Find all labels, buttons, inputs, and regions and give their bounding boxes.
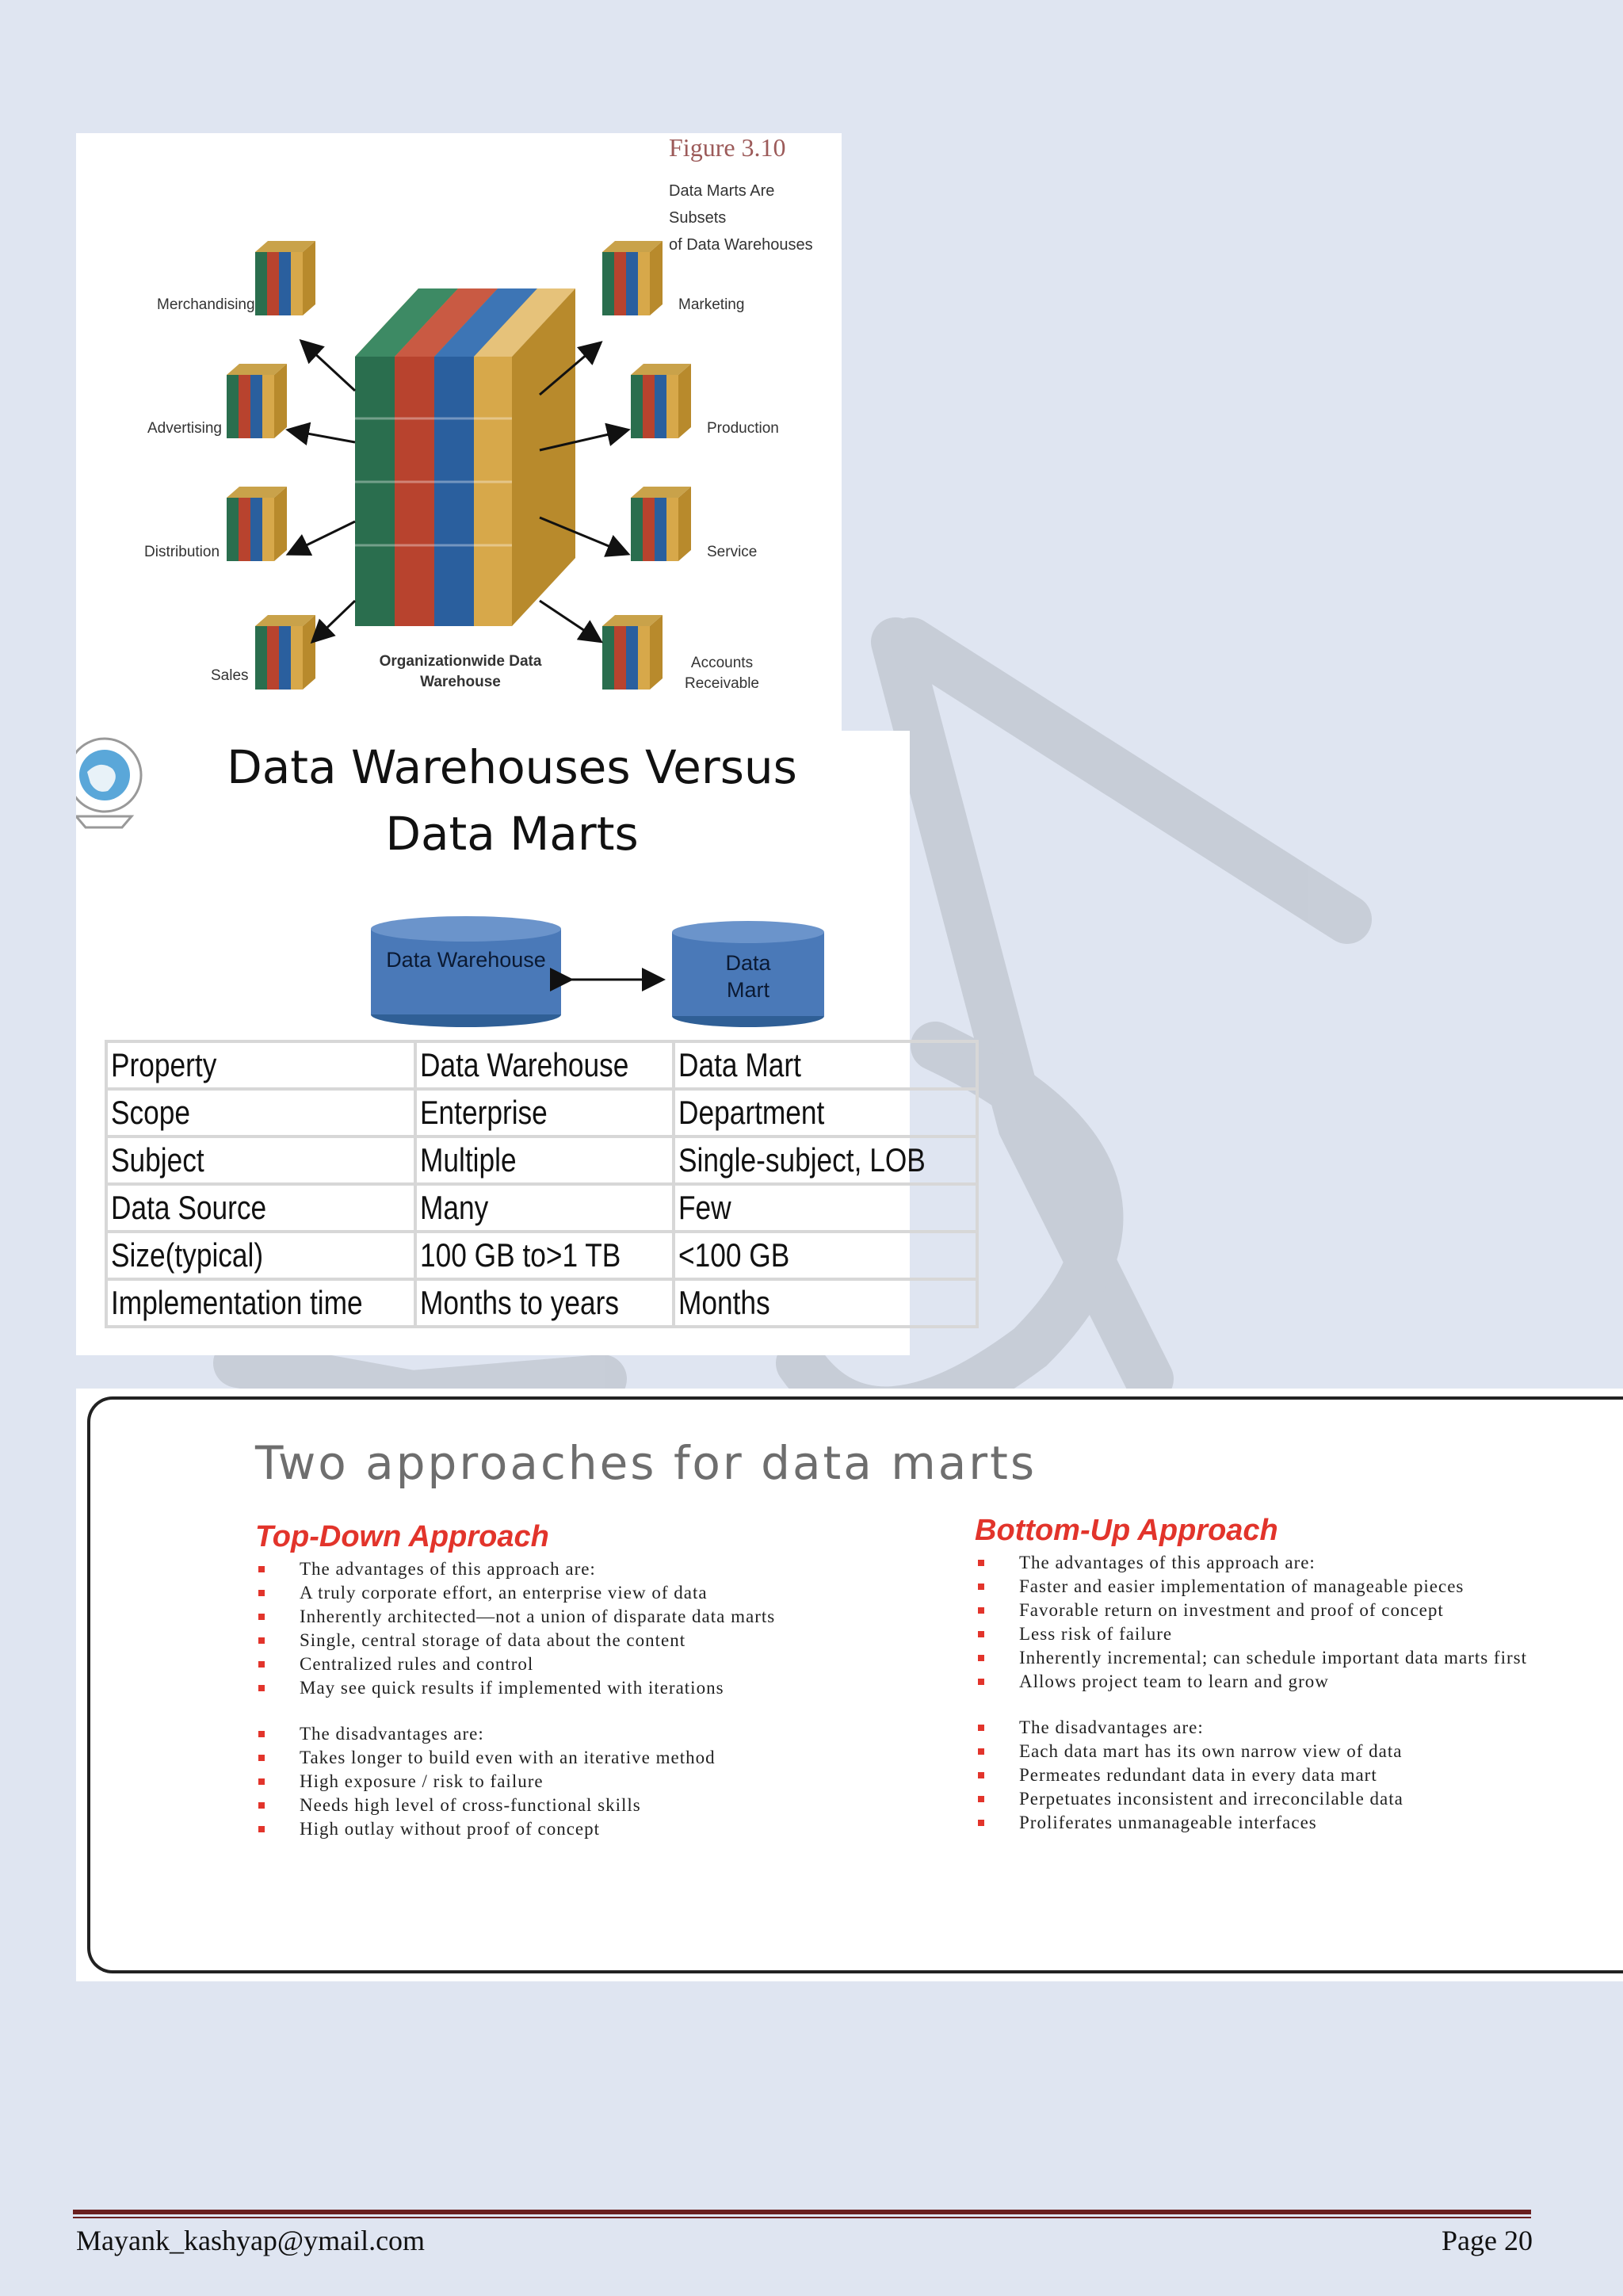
table-cell: [106, 1137, 415, 1184]
comparison-table: [105, 1040, 979, 1328]
bottom-up-list: [975, 1553, 1601, 1837]
table-cell-text: Implementation time: [111, 1284, 363, 1321]
page-number: Page 20: [1442, 2225, 1533, 2256]
table-cell-text: Months: [678, 1284, 770, 1321]
list-item: [255, 1631, 881, 1650]
table-cell: [415, 1184, 674, 1232]
footer-rule-thin: [73, 2217, 1531, 2218]
list-item: [255, 1607, 881, 1626]
list-item: [975, 1790, 1601, 1809]
table-header-cell: [674, 1041, 977, 1089]
list-item: [975, 1625, 1601, 1644]
list-item-text: Perpetuates inconsistent and irreconcilable data: [1019, 1789, 1403, 1809]
bullet-icon: [978, 1655, 984, 1661]
warehouse-cube: [355, 288, 575, 626]
bullet-icon: [258, 1802, 265, 1809]
footer-email: Mayank_kashyap@ymail.com: [76, 2225, 426, 2256]
list-item-text: The advantages of this approach are:: [1019, 1553, 1316, 1572]
figure-subtitle: Data Marts Are Subsets of Data Warehouses: [669, 182, 813, 254]
slide-title: Data Warehouses Versus Data Marts: [227, 740, 797, 861]
table-row: [106, 1184, 977, 1232]
list-item-text: Each data mart has its own narrow view of data: [1019, 1741, 1403, 1761]
top-down-heading: Top-Down Approach: [255, 1520, 549, 1553]
bullet-icon: [258, 1614, 265, 1620]
data-mart-figure: [76, 133, 842, 732]
institute-seal-logo: [76, 728, 155, 831]
table-cell: [415, 1137, 674, 1184]
bullet-icon: [978, 1748, 984, 1755]
bullet-icon: [978, 1725, 984, 1731]
bottom-up-heading: Bottom-Up Approach: [975, 1514, 1278, 1547]
list-item: [255, 1772, 881, 1791]
table-cell-text: Single-subject, LOB: [678, 1141, 926, 1179]
table-cell: [674, 1184, 977, 1232]
table-header-cell: [415, 1041, 674, 1089]
list-item: [975, 1601, 1601, 1620]
list-item-text: Takes longer to build even with an iterative method: [300, 1748, 716, 1767]
bullet-icon: [258, 1755, 265, 1761]
list-item-text: Allows project team to learn and grow: [1019, 1671, 1329, 1691]
list-item-text: Less risk of failure: [1019, 1624, 1173, 1644]
list-item-text: Centralized rules and control: [300, 1654, 534, 1674]
list-item-text: Proliferates unmanageable interfaces: [1019, 1813, 1317, 1832]
list-item-text: Needs high level of cross-functional skills: [300, 1795, 641, 1815]
list-item-text: The disadvantages are:: [300, 1724, 484, 1744]
top-down-list: [255, 1560, 881, 1843]
list-item: [255, 1796, 881, 1815]
table-cell: [415, 1089, 674, 1137]
table-cell: [106, 1184, 415, 1232]
table-cell: [106, 1089, 415, 1137]
bullet-icon: [258, 1637, 265, 1644]
bullet-icon: [258, 1685, 265, 1691]
list-item: [255, 1584, 881, 1603]
table-cell-text: Data Source: [111, 1189, 267, 1226]
table-cell-text: 100 GB to>1 TB: [420, 1236, 621, 1274]
table-cell: [674, 1089, 977, 1137]
bullet-icon: [978, 1820, 984, 1826]
table-cell-text: Months to years: [420, 1284, 620, 1321]
table-row: [106, 1137, 977, 1184]
footer-rule: [73, 2210, 1531, 2214]
figure-title: Figure 3.10: [669, 133, 786, 162]
table-cell-text: Scope: [111, 1094, 191, 1131]
mart-label-merchandising: Merchandising: [157, 296, 255, 313]
approaches-title: Two approaches for data marts: [255, 1436, 1037, 1490]
mart-label-distribution: Distribution: [144, 544, 220, 560]
bullet-icon: [258, 1778, 265, 1785]
list-item: [255, 1655, 881, 1674]
table-cell-text: Enterprise: [420, 1094, 548, 1131]
table-cell-text: Size(typical): [111, 1236, 264, 1274]
list-item: [975, 1672, 1601, 1691]
list-item: [255, 1725, 881, 1744]
table-cell: [674, 1137, 977, 1184]
list-item-text: May see quick results if implemented with iterations: [300, 1678, 724, 1698]
bullet-icon: [258, 1566, 265, 1572]
bullet-icon: [978, 1796, 984, 1802]
dw-vs-dm-slide: [76, 731, 926, 1355]
warehouse-cylinder-label: Data Warehouse: [386, 948, 546, 972]
list-item: [975, 1648, 1601, 1668]
table-cell-text: Property: [111, 1046, 217, 1083]
list-item: [975, 1766, 1601, 1785]
list-item: [255, 1820, 881, 1839]
list-item: [975, 1742, 1601, 1761]
list-item: [975, 1813, 1601, 1832]
list-item-text: The disadvantages are:: [1019, 1717, 1204, 1737]
table-header-row: [106, 1041, 977, 1089]
bullet-icon: [258, 1661, 265, 1668]
table-cell-text: Subject: [111, 1141, 204, 1179]
list-gap: [255, 1702, 881, 1725]
list-item-text: A truly corporate effort, an enterprise view of data: [300, 1583, 708, 1603]
bullet-icon: [978, 1560, 984, 1566]
table-cell: [106, 1279, 415, 1327]
list-item-text: Single, central storage of data about the content: [300, 1630, 686, 1650]
mart-cylinder-label: Data Mart: [725, 951, 771, 1002]
list-item-text: Inherently incremental; can schedule important data marts first: [1019, 1648, 1527, 1668]
mart-label-sales: Sales: [211, 667, 249, 684]
list-item: [255, 1679, 881, 1698]
list-item: [255, 1748, 881, 1767]
list-item: [975, 1553, 1601, 1572]
mart-label-service: Service: [707, 544, 758, 560]
table-cell-text: Many: [420, 1189, 489, 1226]
table-cell: [674, 1232, 977, 1279]
list-item-text: High outlay without proof of concept: [300, 1819, 601, 1839]
list-item: [255, 1560, 881, 1579]
table-cell-text: <100 GB: [678, 1236, 790, 1274]
bullet-icon: [258, 1731, 265, 1737]
list-item-text: The advantages of this approach are:: [300, 1559, 596, 1579]
table-cell-text: Data Mart: [678, 1046, 801, 1083]
bullet-icon: [258, 1590, 265, 1596]
table-cell: [674, 1279, 977, 1327]
list-item-text: High exposure / risk to failure: [300, 1771, 544, 1791]
mart-label-marketing: Marketing: [678, 296, 745, 313]
table-cell: [415, 1279, 674, 1327]
approaches-slide: [76, 1389, 1623, 1981]
table-cell-text: Few: [678, 1189, 731, 1226]
table-cell-text: Multiple: [420, 1141, 517, 1179]
bullet-icon: [258, 1826, 265, 1832]
list-item-text: Favorable return on investment and proof of concept: [1019, 1600, 1444, 1620]
mart-label-accounts-receivable: Accounts Receivable: [685, 655, 759, 692]
warehouse-label: Organizationwide Data Warehouse: [379, 653, 542, 690]
list-item: [975, 1718, 1601, 1737]
table-cell-text: Department: [678, 1094, 825, 1131]
table-cell-text: Data Warehouse: [420, 1046, 629, 1083]
bullet-icon: [978, 1772, 984, 1778]
table-header-cell: [106, 1041, 415, 1089]
list-item: [975, 1577, 1601, 1596]
mart-label-production: Production: [707, 420, 779, 437]
bullet-icon: [978, 1584, 984, 1590]
bullet-icon: [978, 1607, 984, 1614]
bullet-icon: [978, 1679, 984, 1685]
table-row: [106, 1279, 977, 1327]
table-cell: [106, 1232, 415, 1279]
list-item-text: Faster and easier implementation of manageable pieces: [1019, 1576, 1465, 1596]
table-row: [106, 1232, 977, 1279]
list-item-text: Inherently architected—not a union of disparate data marts: [300, 1606, 776, 1626]
list-gap: [975, 1696, 1601, 1718]
list-item-text: Permeates redundant data in every data mart: [1019, 1765, 1377, 1785]
table-cell: [415, 1232, 674, 1279]
mart-label-advertising: Advertising: [147, 420, 222, 437]
table-row: [106, 1089, 977, 1137]
bullet-icon: [978, 1631, 984, 1637]
